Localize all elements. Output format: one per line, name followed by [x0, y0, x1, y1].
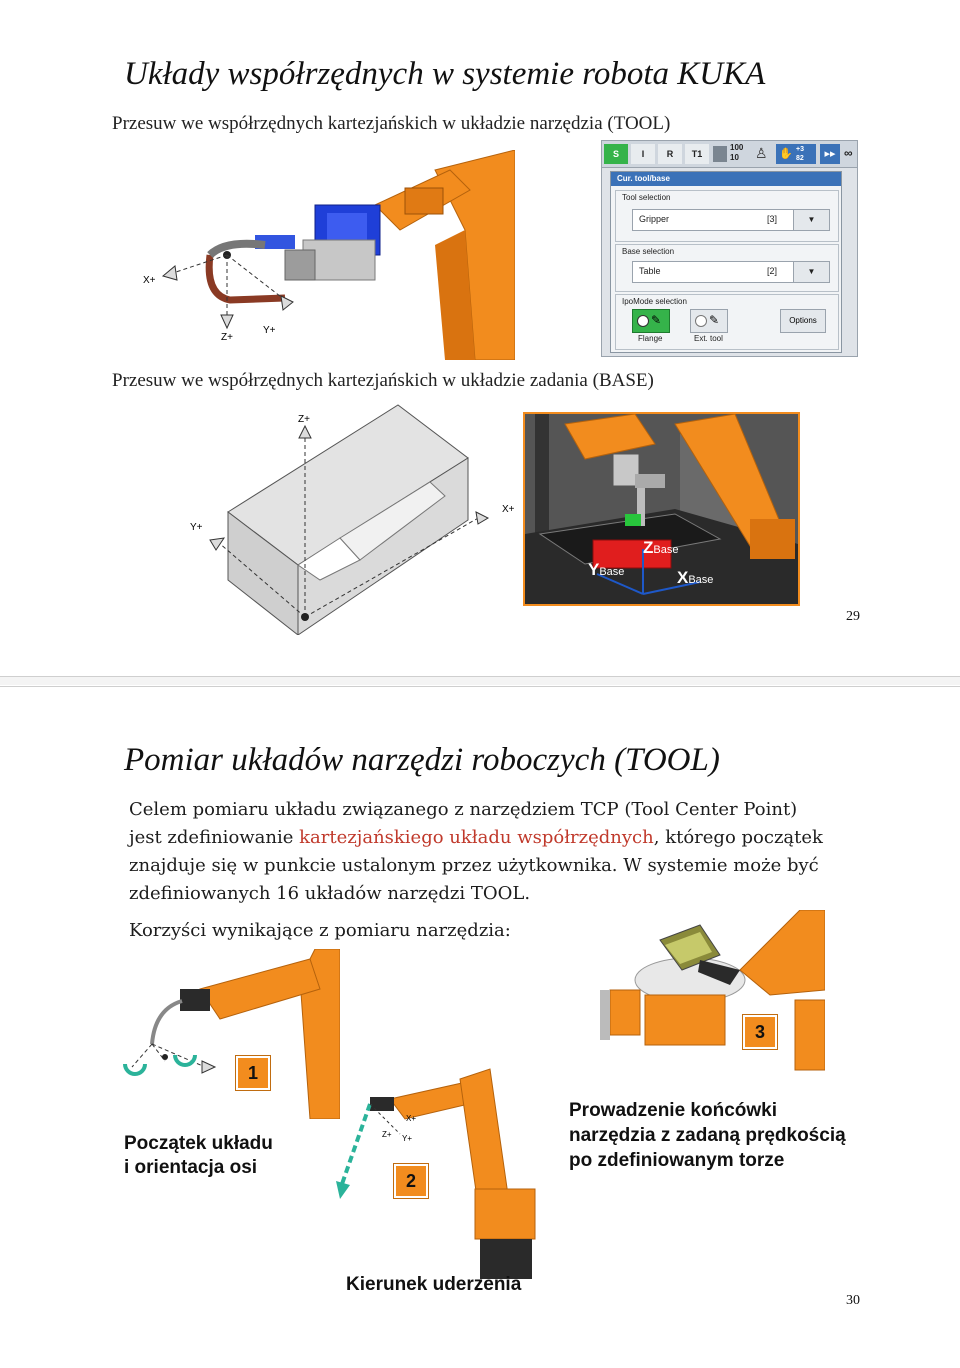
tool-robot-illustration — [135, 150, 515, 360]
options-button[interactable]: Options — [780, 309, 826, 333]
tool-select[interactable] — [632, 209, 830, 231]
scene-y-base-label — [588, 560, 624, 580]
flange-mode-button[interactable] — [632, 309, 670, 333]
slide-title: Pomiar układów narzędzi roboczych (TOOL) — [124, 742, 720, 778]
panel-title: Cur. tool/base — [611, 172, 841, 186]
small-axis-z-label: Z+ — [382, 1130, 392, 1139]
slide-30 — [0, 686, 960, 1368]
subtitle-tool: Przesuw we współrzędnych kartezjańskich w układzie narzędzia (TOOL) — [112, 113, 671, 134]
page-number: 30 — [846, 1293, 860, 1308]
ipomode-label: IpoMode selection — [622, 297, 687, 306]
base-selection-group — [615, 244, 839, 292]
scene-y-letter: Y — [588, 560, 600, 579]
robot-base-scene-drawing — [525, 414, 798, 604]
tool-select-index: [3] — [767, 214, 778, 224]
caption-line: po zdefiniowanym torze — [569, 1150, 785, 1171]
hmi-status-bar — [602, 141, 857, 168]
ext-tool-mode-button[interactable] — [690, 309, 728, 333]
hmi-speed-top: 100 — [730, 143, 744, 152]
hmi-speed-bottom: 10 — [730, 153, 739, 162]
tool-axis-z-label: Z+ — [221, 332, 233, 343]
kuka-hmi-panel — [601, 140, 858, 357]
paragraph-line — [129, 796, 823, 824]
hmi-status-bottom: 82 — [796, 155, 804, 162]
scene-x-letter: X — [677, 568, 689, 587]
ipomode-group — [615, 294, 839, 350]
small-axis-x-label: X+ — [406, 1114, 417, 1123]
tool-select-value: Gripper — [639, 214, 670, 224]
base-origin-point — [301, 613, 309, 621]
paragraph-text: Celem pomiaru układu związanego z narzędziem TCP (Tool Center Point) — [129, 799, 798, 820]
base-select-index: [2] — [767, 266, 778, 276]
hmi-tab-r[interactable]: R — [658, 144, 682, 164]
paragraph-text: jest zdefiniowanie — [129, 827, 300, 848]
flange-label: Flange — [638, 334, 663, 343]
tool-selection-label: Tool selection — [622, 193, 671, 202]
flange-tool-icon: ✎ — [651, 313, 662, 327]
tool-selection-group — [615, 190, 839, 242]
base-select[interactable] — [632, 261, 830, 283]
step-badge-3: 3 — [743, 1015, 777, 1049]
step-badge-2: 2 — [394, 1164, 428, 1198]
paragraph-text: znajduje się w punkcie ustalonym przez użytkownika. W systemie może być — [129, 855, 819, 876]
slide-29 — [0, 0, 960, 677]
paragraph-text: , którego początek — [653, 827, 823, 848]
benefit2-robot-illustration — [330, 1059, 550, 1284]
infinity-icon: ∞ — [844, 146, 853, 160]
caption-line: i orientacja osi — [124, 1157, 258, 1178]
chevron-down-icon[interactable]: ▼ — [793, 210, 829, 230]
hmi-tab-t1[interactable]: T1 — [685, 144, 709, 164]
robot-base-scene — [523, 412, 800, 606]
hmi-tab-i[interactable]: I — [631, 144, 655, 164]
scene-z-sub: Base — [653, 544, 679, 556]
step-badge-1: 1 — [236, 1056, 270, 1090]
tool-axis-y-label: Y+ — [263, 325, 276, 336]
paragraph-line — [129, 852, 823, 880]
ext-tool-label: Ext. tool — [694, 334, 723, 343]
paragraph-text: zdefiniowanych 16 układów narzędzi TOOL. — [129, 883, 531, 904]
hmi-status-top: +3 — [796, 146, 804, 153]
radio-unselected-icon — [695, 315, 707, 327]
benefit1-robot-illustration — [120, 949, 340, 1119]
walk-icon: ♙ — [755, 145, 768, 161]
caption-line: Prowadzenie końcówki — [569, 1100, 777, 1121]
benefits-heading: Korzyści wynikające z pomiaru narzędzia: — [129, 920, 511, 941]
radio-selected-icon — [637, 315, 649, 327]
hmi-tool-base-readout — [796, 145, 804, 163]
highlighted-term: kartezjańskiego układu współrzędnych — [299, 827, 654, 848]
hmi-tab-s[interactable]: S — [604, 144, 628, 164]
definition-paragraph — [129, 796, 823, 908]
hmi-tool-status[interactable] — [776, 144, 816, 164]
chevron-down-icon[interactable]: ▼ — [793, 262, 829, 282]
scene-z-letter: Z — [643, 538, 654, 557]
base-selection-label: Base selection — [622, 247, 675, 256]
scene-y-sub: Base — [599, 566, 625, 578]
caption-origin-orientation — [124, 1132, 273, 1180]
gripper-status-icon: ✋ — [779, 148, 793, 160]
workpiece-base-illustration — [180, 400, 520, 635]
cur-tool-base-window — [610, 171, 842, 353]
scene-z-base-label — [643, 538, 678, 558]
paragraph-line — [129, 824, 823, 852]
base-axis-y-label: Y+ — [190, 522, 203, 533]
paragraph-line — [129, 880, 823, 908]
benefit3-robot-illustration — [600, 910, 825, 1075]
subtitle-base: Przesuw we współrzędnych kartezjańskich w układzie zadania (BASE) — [112, 370, 654, 391]
hmi-speed-readout — [730, 143, 743, 163]
base-axis-z-label: Z+ — [298, 414, 310, 425]
page-number: 29 — [846, 609, 860, 624]
small-axis-y-label: Y+ — [402, 1134, 413, 1143]
scene-x-sub: Base — [688, 574, 714, 586]
page-gap — [0, 677, 960, 685]
tool-axis-x-label: X+ — [143, 275, 156, 286]
slide-title: Układy współrzędnych w systemie robota KUKA — [124, 56, 766, 92]
speed-icon — [713, 146, 727, 162]
scene-x-base-label — [677, 568, 713, 588]
jog-mode-icon[interactable]: ▸▸ — [820, 144, 840, 164]
caption-strike-direction: Kierunek uderzenia — [346, 1274, 522, 1295]
base-select-value: Table — [639, 266, 661, 276]
ext-tool-icon: ✎ — [709, 313, 720, 327]
base-axis-x-label: X+ — [502, 504, 515, 515]
caption-line: narzędzia z zadaną prędkością — [569, 1125, 846, 1146]
caption-line: Początek układu — [124, 1133, 273, 1154]
caption-path-following — [569, 1098, 846, 1173]
